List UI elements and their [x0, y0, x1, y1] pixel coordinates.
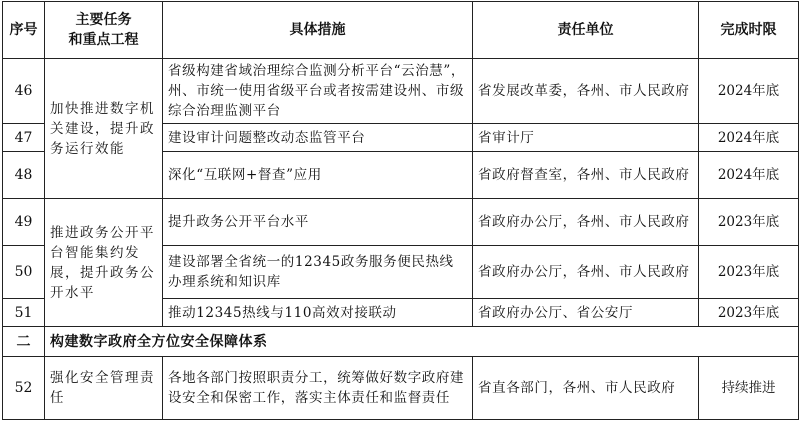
section-number: 二	[3, 327, 45, 357]
deadline-cell: 2024年底	[699, 124, 799, 152]
deadline-cell: 2023年底	[699, 299, 799, 327]
table-row	[3, 357, 799, 420]
row-number: 49	[3, 199, 45, 246]
table-row	[3, 59, 799, 124]
table-row	[3, 199, 799, 246]
row-number: 51	[3, 299, 45, 327]
deadline-cell: 2023年底	[699, 246, 799, 299]
row-number: 48	[3, 152, 45, 199]
unit-cell: 省政府办公厅、省公安厅	[473, 299, 699, 327]
deadline-cell: 2024年底	[699, 59, 799, 124]
unit-cell: 省政府办公厅，各州、市人民政府	[473, 246, 699, 299]
deadline-cell: 持续推进	[699, 357, 799, 420]
row-number: 52	[3, 357, 45, 420]
header-row	[3, 2, 799, 59]
section-title: 构建数字政府全方位安全保障体系	[45, 327, 799, 357]
task-table	[2, 1, 799, 420]
measure-cell: 建设部署全省统一的12345政务服务便民热线办理系统和知识库	[163, 246, 473, 299]
measure-cell: 提升政务公开平台水平	[163, 199, 473, 246]
unit-cell: 省直各部门，各州、市人民政府	[473, 357, 699, 420]
unit-cell: 省政府办公厅，各州、市人民政府	[473, 199, 699, 246]
section-row	[3, 327, 799, 357]
deadline-cell: 2024年底	[699, 152, 799, 199]
header-no: 序号	[3, 2, 45, 59]
task-group-1: 加快推进数字机关建设，提升政务运行效能	[45, 59, 163, 199]
measure-cell: 建设审计问题整改动态监管平台	[163, 124, 473, 152]
unit-cell: 省政府督查室，各州、市人民政府	[473, 152, 699, 199]
header-deadline: 完成时限	[699, 2, 799, 59]
measure-cell: 推动12345热线与110高效对接联动	[163, 299, 473, 327]
header-unit: 责任单位	[473, 2, 699, 59]
task-cell: 强化安全管理责任	[45, 357, 163, 420]
header-measure: 具体措施	[163, 2, 473, 59]
unit-cell: 省审计厅	[473, 124, 699, 152]
row-number: 50	[3, 246, 45, 299]
measure-cell: 省级构建省域治理综合监测分析平台“云治慧”，州、市统一使用省级平台或者按需建设州、市级综合治理监测平台	[163, 59, 473, 124]
row-number: 47	[3, 124, 45, 152]
header-task: 主要任务 和重点工程	[45, 2, 163, 59]
row-number: 46	[3, 59, 45, 124]
task-group-2: 推进政务公开平台智能集约发展，提升政务公开水平	[45, 199, 163, 327]
deadline-cell: 2023年底	[699, 199, 799, 246]
measure-cell: 深化“互联网+督查”应用	[163, 152, 473, 199]
measure-cell: 各地各部门按照职责分工，统筹做好数字政府建设安全和保密工作，落实主体责任和监督责任	[163, 357, 473, 420]
unit-cell: 省发展改革委，各州、市人民政府	[473, 59, 699, 124]
